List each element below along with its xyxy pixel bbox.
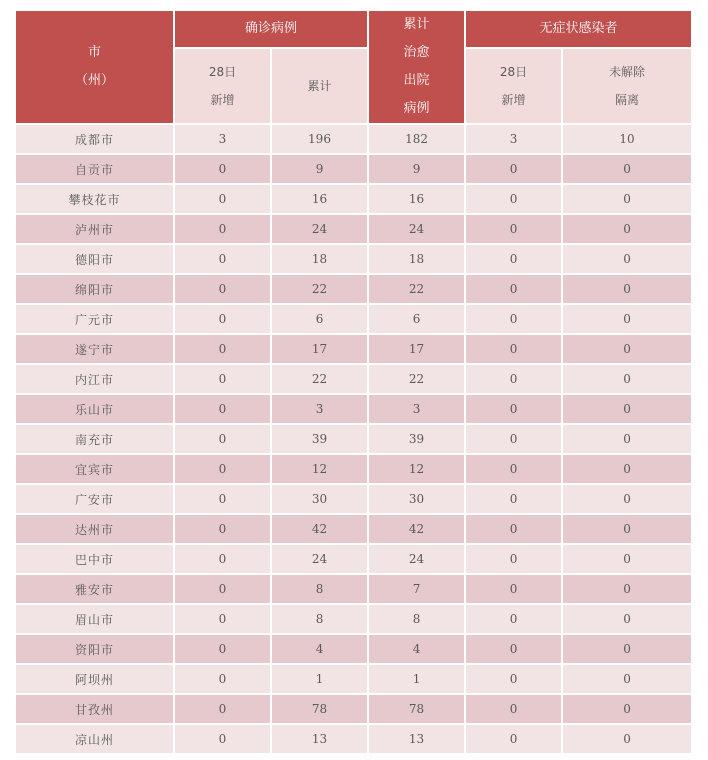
confirmed-new-cell: 0 <box>174 184 271 214</box>
asym-isolated-cell: 0 <box>562 424 692 454</box>
city-cell: 广安市 <box>15 484 174 514</box>
city-cell: 达州市 <box>15 514 174 544</box>
cured-cell: 24 <box>368 544 465 574</box>
city-cell: 阿坝州 <box>15 664 174 694</box>
table-row <box>15 214 692 244</box>
asym-new-cell: 0 <box>465 514 562 544</box>
city-cell: 巴中市 <box>15 544 174 574</box>
confirmed-total-cell: 16 <box>271 184 368 214</box>
confirmed-new-cell: 0 <box>174 154 271 184</box>
confirmed-total-cell: 24 <box>271 214 368 244</box>
asym-new-cell: 0 <box>465 274 562 304</box>
cured-header-line-3: 出院 <box>403 73 430 88</box>
confirmed-total-cell: 39 <box>271 424 368 454</box>
table-row <box>15 544 692 574</box>
confirmed-total-cell: 13 <box>271 724 368 754</box>
asym-new-cell: 0 <box>465 454 562 484</box>
asym-isolated-cell: 0 <box>562 574 692 604</box>
asym-new-cell: 0 <box>465 634 562 664</box>
cured-cell: 39 <box>368 424 465 454</box>
confirmed-new-cell: 0 <box>174 694 271 724</box>
stats-table-wrapper <box>14 9 691 755</box>
confirmed-new-cell: 0 <box>174 724 271 754</box>
city-cell: 乐山市 <box>15 394 174 424</box>
asym-new-cell: 0 <box>465 574 562 604</box>
city-header-line-1: 市 <box>87 45 101 60</box>
asym-isolated-line-1: 未解除 <box>609 65 646 79</box>
confirmed-new-cell: 0 <box>174 244 271 274</box>
table-row <box>15 394 692 424</box>
confirmed-total-cell: 4 <box>271 634 368 664</box>
asym-new-cell: 0 <box>465 664 562 694</box>
confirmed-total-header: 累计 <box>271 48 368 124</box>
confirmed-total-cell: 22 <box>271 364 368 394</box>
covid-stats-table <box>14 9 693 755</box>
confirmed-new-cell: 0 <box>174 664 271 694</box>
asym-isolated-header <box>562 48 692 124</box>
confirmed-new-cell: 0 <box>174 484 271 514</box>
confirmed-new-cell: 0 <box>174 574 271 604</box>
city-cell: 绵阳市 <box>15 274 174 304</box>
table-row <box>15 514 692 544</box>
asym-new-cell: 0 <box>465 604 562 634</box>
cured-cell: 78 <box>368 694 465 724</box>
city-cell: 雅安市 <box>15 574 174 604</box>
cured-cell: 13 <box>368 724 465 754</box>
asym-isolated-cell: 0 <box>562 724 692 754</box>
city-cell: 德阳市 <box>15 244 174 274</box>
asym-new-cell: 0 <box>465 694 562 724</box>
cured-cell: 9 <box>368 154 465 184</box>
cured-cell: 22 <box>368 274 465 304</box>
asym-new-cell: 0 <box>465 304 562 334</box>
cured-cell: 182 <box>368 124 465 154</box>
asym-new-header <box>465 48 562 124</box>
confirmed-new-cell: 3 <box>174 124 271 154</box>
table-row <box>15 304 692 334</box>
cured-cell: 42 <box>368 514 465 544</box>
table-row <box>15 274 692 304</box>
asym-new-cell: 0 <box>465 184 562 214</box>
asym-new-cell: 0 <box>465 724 562 754</box>
table-row <box>15 154 692 184</box>
city-header-line-2: （州） <box>74 73 114 88</box>
asym-isolated-cell: 0 <box>562 634 692 664</box>
cured-cell: 8 <box>368 604 465 634</box>
city-cell: 资阳市 <box>15 634 174 664</box>
cured-header-line-1: 累计 <box>403 17 430 32</box>
asym-isolated-line-2: 隔离 <box>615 93 640 107</box>
confirmed-total-cell: 22 <box>271 274 368 304</box>
asym-new-cell: 0 <box>465 154 562 184</box>
asym-isolated-cell: 0 <box>562 664 692 694</box>
asym-new-cell: 0 <box>465 544 562 574</box>
confirmed-total-cell: 8 <box>271 574 368 604</box>
cured-cell: 22 <box>368 364 465 394</box>
table-row <box>15 574 692 604</box>
asymptomatic-group-header: 无症状感染者 <box>465 10 692 48</box>
confirmed-total-cell: 18 <box>271 244 368 274</box>
confirmed-total-cell: 24 <box>271 544 368 574</box>
cured-cell: 12 <box>368 454 465 484</box>
asym-isolated-cell: 0 <box>562 694 692 724</box>
confirmed-total-cell: 8 <box>271 604 368 634</box>
asym-isolated-cell: 0 <box>562 454 692 484</box>
cured-header-line-2: 治愈 <box>403 45 430 60</box>
confirmed-new-cell: 0 <box>174 334 271 364</box>
city-cell: 广元市 <box>15 304 174 334</box>
cured-cell: 17 <box>368 334 465 364</box>
confirmed-total-cell: 1 <box>271 664 368 694</box>
table-row <box>15 694 692 724</box>
confirmed-new-cell: 0 <box>174 424 271 454</box>
confirmed-new-line-1: 28日 <box>208 65 237 79</box>
confirmed-new-header <box>174 48 271 124</box>
table-row <box>15 724 692 754</box>
table-row <box>15 634 692 664</box>
city-cell: 攀枝花市 <box>15 184 174 214</box>
cured-cell: 3 <box>368 394 465 424</box>
table-body <box>15 124 692 754</box>
table-row <box>15 424 692 454</box>
city-cell: 凉山州 <box>15 724 174 754</box>
cured-cell: 6 <box>368 304 465 334</box>
confirmed-total-cell: 17 <box>271 334 368 364</box>
asym-isolated-cell: 10 <box>562 124 692 154</box>
confirmed-new-cell: 0 <box>174 214 271 244</box>
asym-isolated-cell: 0 <box>562 244 692 274</box>
table-row <box>15 184 692 214</box>
confirmed-new-cell: 0 <box>174 454 271 484</box>
asym-new-cell: 3 <box>465 124 562 154</box>
confirmed-total-cell: 196 <box>271 124 368 154</box>
asym-new-cell: 0 <box>465 364 562 394</box>
asym-isolated-cell: 0 <box>562 604 692 634</box>
asym-isolated-cell: 0 <box>562 304 692 334</box>
cured-header-line-4: 病例 <box>403 101 430 116</box>
cured-cell: 4 <box>368 634 465 664</box>
asym-new-line-2: 新增 <box>501 93 526 107</box>
confirmed-total-cell: 3 <box>271 394 368 424</box>
city-cell: 泸州市 <box>15 214 174 244</box>
asym-new-cell: 0 <box>465 334 562 364</box>
cured-cell: 1 <box>368 664 465 694</box>
asym-isolated-cell: 0 <box>562 364 692 394</box>
cured-cell: 18 <box>368 244 465 274</box>
city-cell: 遂宁市 <box>15 334 174 364</box>
asym-isolated-cell: 0 <box>562 214 692 244</box>
table-row <box>15 604 692 634</box>
asym-isolated-cell: 0 <box>562 544 692 574</box>
asym-isolated-cell: 0 <box>562 334 692 364</box>
asym-new-cell: 0 <box>465 214 562 244</box>
table-row <box>15 334 692 364</box>
table-row <box>15 664 692 694</box>
city-cell: 内江市 <box>15 364 174 394</box>
confirmed-new-cell: 0 <box>174 364 271 394</box>
confirmed-group-header: 确诊病例 <box>174 10 368 48</box>
confirmed-new-cell: 0 <box>174 634 271 664</box>
confirmed-total-cell: 12 <box>271 454 368 484</box>
city-header <box>15 10 174 124</box>
confirmed-new-cell: 0 <box>174 604 271 634</box>
table-row <box>15 484 692 514</box>
asym-new-line-1: 28日 <box>499 65 528 79</box>
confirmed-new-cell: 0 <box>174 514 271 544</box>
cured-cell: 16 <box>368 184 465 214</box>
city-cell: 自贡市 <box>15 154 174 184</box>
confirmed-total-cell: 42 <box>271 514 368 544</box>
confirmed-total-cell: 78 <box>271 694 368 724</box>
confirmed-new-cell: 0 <box>174 274 271 304</box>
table-row <box>15 244 692 274</box>
asym-isolated-cell: 0 <box>562 394 692 424</box>
table-row <box>15 454 692 484</box>
confirmed-total-cell: 30 <box>271 484 368 514</box>
confirmed-new-line-2: 新增 <box>210 93 235 107</box>
asym-new-cell: 0 <box>465 394 562 424</box>
cured-header <box>368 10 465 124</box>
city-cell: 甘孜州 <box>15 694 174 724</box>
confirmed-new-cell: 0 <box>174 304 271 334</box>
city-cell: 宜宾市 <box>15 454 174 484</box>
asym-isolated-cell: 0 <box>562 514 692 544</box>
cured-cell: 30 <box>368 484 465 514</box>
asym-isolated-cell: 0 <box>562 154 692 184</box>
confirmed-total-cell: 9 <box>271 154 368 184</box>
asym-isolated-cell: 0 <box>562 484 692 514</box>
cured-cell: 7 <box>368 574 465 604</box>
city-cell: 南充市 <box>15 424 174 454</box>
asym-isolated-cell: 0 <box>562 274 692 304</box>
city-cell: 成都市 <box>15 124 174 154</box>
confirmed-total-cell: 6 <box>271 304 368 334</box>
confirmed-new-cell: 0 <box>174 394 271 424</box>
asym-new-cell: 0 <box>465 484 562 514</box>
city-cell: 眉山市 <box>15 604 174 634</box>
asym-new-cell: 0 <box>465 424 562 454</box>
cured-cell: 24 <box>368 214 465 244</box>
table-row <box>15 364 692 394</box>
asym-new-cell: 0 <box>465 244 562 274</box>
asym-isolated-cell: 0 <box>562 184 692 214</box>
confirmed-new-cell: 0 <box>174 544 271 574</box>
table-row <box>15 124 692 154</box>
